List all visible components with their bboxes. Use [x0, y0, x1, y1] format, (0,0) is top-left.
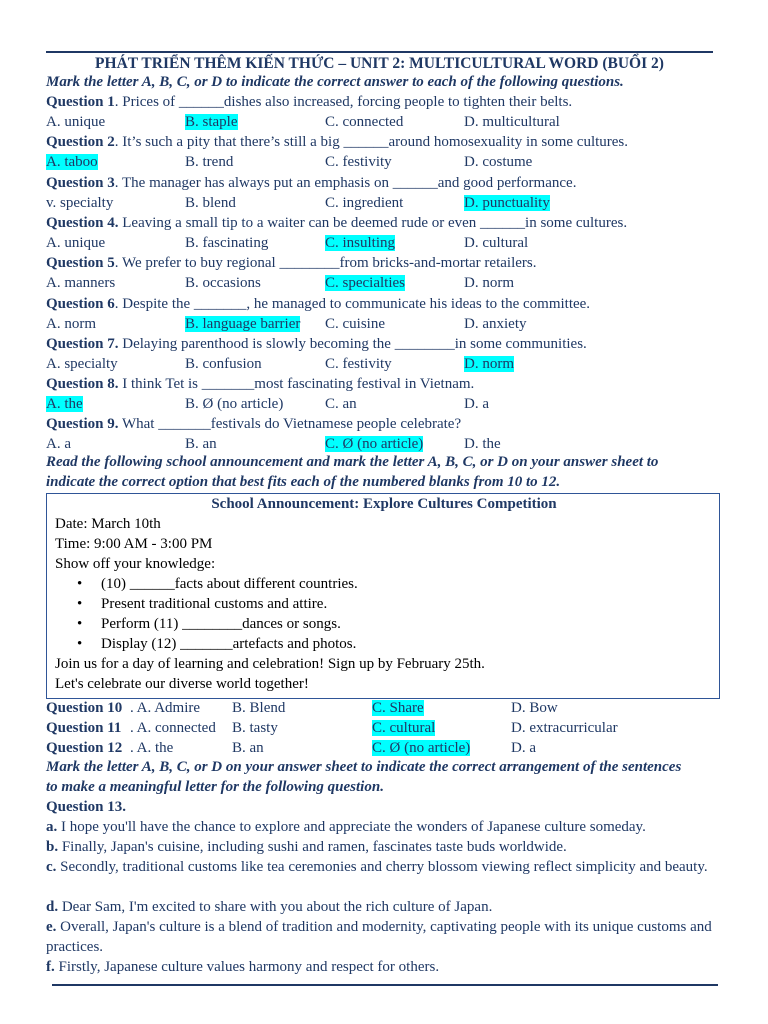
question-3-option-0[interactable] [46, 193, 113, 213]
announcement-closing: Let's celebrate our diverse world together! [55, 676, 309, 692]
option-text: . specialty [56, 355, 118, 372]
question-12-option-3[interactable] [511, 738, 536, 758]
question-4-option-2[interactable] [325, 233, 395, 253]
option-text: . a [56, 436, 72, 453]
question-2-options [46, 152, 726, 172]
question-5-options [46, 273, 726, 293]
question-12-option-2[interactable] [372, 738, 470, 758]
option-letter: C. insulting [325, 234, 396, 251]
question-label: Question 5 [46, 255, 115, 272]
question-10-option-0[interactable] [130, 698, 200, 718]
question-text: . The manager has always put an emphasis on ______and good performance. [114, 174, 577, 191]
option-text: . manners [56, 275, 116, 292]
bullet-dot-icon: • [77, 636, 83, 652]
instruction-2b: indicate the correct option that best fits each of the numbered blanks from 10 to 12. [46, 474, 561, 490]
option-text: . a [521, 740, 537, 756]
option-letter: B [185, 355, 196, 372]
instruction-3b: to make a meaningful letter for the following question. [46, 779, 384, 795]
question-text: . We prefer to buy regional ________from bricks-and-mortar retailers. [114, 255, 537, 272]
option-letter: D [464, 234, 475, 251]
option-letter: B [185, 275, 196, 292]
option-text: . an [195, 436, 217, 453]
option-text: . connected [147, 720, 216, 736]
question-13-sentence-d [46, 897, 722, 917]
announcement-date: Date: March 10th [55, 516, 161, 532]
bullet-dot-icon: • [77, 576, 83, 592]
question-text: I think Tet is _______most fascinating festival in Vietnam. [118, 376, 475, 393]
question-11-row [46, 718, 736, 738]
option-text: . ingredient [335, 194, 404, 211]
question-label: Question 3 [46, 174, 115, 191]
sentence-text: I hope you'll have the chance to explore and appreciate the wonders of Japanese culture someday. [57, 819, 646, 835]
option-text: . Bow [521, 700, 558, 716]
question-7-option-2[interactable] [325, 354, 392, 374]
bullet-dot-icon: • [77, 596, 83, 612]
option-letter: C [325, 355, 336, 372]
question-label: Question 7. [46, 335, 119, 352]
question-5-option-0[interactable] [46, 273, 115, 293]
question-text: . It’s such a pity that there’s still a big ______around homosexuality in some cultures. [114, 134, 629, 151]
question-11-option-1[interactable] [232, 718, 278, 738]
question-10-option-2[interactable] [372, 698, 424, 718]
question-2-stem [46, 132, 628, 152]
question-8-option-0[interactable] [46, 394, 83, 414]
option-letter: . A [130, 720, 148, 736]
question-label: Question 10 [46, 700, 123, 716]
sentence-text: Finally, Japan's cuisine, including sushi and ramen, fascinates taste buds worldwide. [58, 839, 567, 855]
question-6-options [46, 314, 726, 334]
option-text: . unique [56, 234, 106, 251]
option-letter: B [232, 740, 243, 756]
option-letter: C [325, 396, 336, 413]
option-letter: C [325, 154, 336, 171]
announcement-bullet: • (10) ______facts about different countries. [77, 576, 358, 592]
announcement-join: Join us for a day of learning and celebration! Sign up by February 25th. [55, 656, 485, 672]
question-1-option-1[interactable] [185, 112, 238, 132]
option-letter: D [511, 700, 522, 716]
question-text: . Prices of ______dishes also increased, forcing people to tighten their belts. [114, 94, 573, 110]
option-text: . connected [335, 114, 404, 130]
option-text: . festivity [335, 154, 392, 171]
question-11-option-0[interactable] [130, 718, 216, 738]
option-letter: A. taboo [46, 154, 98, 171]
option-letter: B [185, 436, 196, 453]
question-13-sentence-f [46, 957, 722, 977]
option-letter: B [232, 720, 243, 736]
option-letter: B [232, 700, 243, 716]
question-label: Question 1 [46, 94, 115, 110]
sentence-text: Overall, Japan's culture is a blend of tradition and modernity, captivating people with its unique customs and practices. [46, 919, 712, 955]
option-letter: A [46, 355, 57, 372]
question-8-stem [46, 374, 474, 394]
option-text: . fascinating [195, 234, 269, 251]
question-text: What _______festivals do Vietnamese people celebrate? [118, 416, 462, 433]
question-9-stem [46, 414, 461, 434]
sentence-text: Secondly, traditional customs like tea ceremonies and cherry blossom viewing reflect simplicity and beauty. [56, 859, 708, 875]
option-text: . the [147, 740, 174, 756]
option-text: . an [335, 396, 357, 413]
option-letter: B. staple [185, 114, 238, 130]
announcement-time: Time: 9:00 AM - 3:00 PM [55, 536, 213, 552]
announcement-bullet: • Perform (11) ________dances or songs. [77, 616, 341, 632]
question-2-option-0[interactable] [46, 152, 98, 172]
option-text: . blend [195, 194, 236, 211]
question-3-option-2[interactable] [325, 193, 403, 213]
worksheet-title: PHÁT TRIỂN THÊM KIẾN THỨC – UNIT 2: MULTICULTURAL WORD (BUỔI 2) [95, 55, 664, 72]
question-13-sentence-c [46, 857, 722, 877]
question-4-stem [46, 213, 627, 233]
option-text: . tasty [242, 720, 278, 736]
option-letter: C. cultural [372, 720, 436, 736]
option-text: . Ø (no article) [195, 396, 284, 413]
option-letter: D [464, 114, 475, 130]
option-letter: C. Ø (no article) [372, 740, 471, 756]
question-11-option-3[interactable] [511, 718, 618, 738]
top-rule [46, 51, 713, 53]
option-letter: D [511, 720, 522, 736]
question-7-option-1[interactable] [185, 354, 262, 374]
sentence-key: e. [46, 919, 57, 935]
option-text: . norm [474, 275, 515, 292]
option-letter: A [46, 114, 57, 130]
option-text: . an [242, 740, 264, 756]
question-1-stem [46, 92, 572, 112]
sentence-key: a. [46, 819, 58, 835]
sentence-key: d. [46, 899, 59, 915]
option-letter: A. the [46, 396, 83, 413]
question-1-option-0[interactable] [46, 112, 105, 132]
option-letter: C [325, 114, 336, 130]
option-letter: A [46, 436, 57, 453]
sentence-key: c. [46, 859, 57, 875]
question-13-label: Question 13. [46, 799, 127, 815]
bullet-dot-icon: • [77, 616, 83, 632]
question-4-option-3[interactable] [464, 233, 528, 253]
question-1-option-2[interactable] [325, 112, 403, 132]
option-letter: . A [130, 740, 148, 756]
question-5-option-2[interactable] [325, 273, 405, 293]
question-label: Question 9. [46, 416, 119, 433]
question-5-stem [46, 253, 536, 273]
question-6-option-1[interactable] [185, 314, 300, 334]
question-7-options [46, 354, 726, 374]
sentence-text: Firstly, Japanese culture values harmony and respect for others. [54, 959, 440, 975]
question-11-option-2[interactable] [372, 718, 435, 738]
option-letter: C [325, 194, 336, 211]
question-7-stem [46, 334, 587, 354]
option-text: . extracurricular [521, 720, 618, 736]
option-letter: D [511, 740, 522, 756]
question-label: Question 11 [46, 720, 122, 736]
announcement-title: School Announcement: Explore Cultures Competition [211, 496, 557, 512]
question-label: Question 8. [46, 376, 119, 393]
question-2-option-3[interactable] [464, 152, 532, 172]
option-text: . confusion [195, 355, 262, 372]
question-13-sentence-a [46, 817, 722, 837]
option-letter: B [185, 396, 196, 413]
question-4-options [46, 233, 726, 253]
question-6-option-0[interactable] [46, 314, 96, 334]
question-3-options [46, 193, 726, 213]
question-text: Leaving a small tip to a waiter can be deemed rude or even ______in some cultures. [118, 214, 628, 231]
question-label: Question 4. [46, 214, 119, 231]
option-letter: . A [130, 700, 148, 716]
question-1-option-3[interactable] [464, 112, 560, 132]
option-letter: D [464, 436, 475, 453]
question-8-options [46, 394, 726, 414]
question-7-option-0[interactable] [46, 354, 118, 374]
question-label: Question 12 [46, 740, 123, 756]
option-letter: D [464, 396, 475, 413]
option-text: . multicultural [474, 114, 560, 130]
question-12-row [46, 738, 736, 758]
option-text: . anxiety [474, 315, 527, 332]
option-text: . occasions [195, 275, 261, 292]
sentence-text: Dear Sam, I'm excited to share with you about the rich culture of Japan. [58, 899, 493, 915]
question-8-option-2[interactable] [325, 394, 357, 414]
option-text: . the [474, 436, 501, 453]
question-label: Question 2 [46, 134, 115, 151]
sentence-key: b. [46, 839, 59, 855]
instruction-2a: Read the following school announcement and mark the letter A, B, C, or D on your answer sheet to [46, 454, 659, 470]
option-letter: D [464, 275, 475, 292]
option-letter: D. norm [464, 355, 514, 372]
question-3-option-3[interactable] [464, 193, 550, 213]
option-text: . norm [56, 315, 97, 332]
question-3-stem [46, 173, 576, 193]
question-10-option-3[interactable] [511, 698, 558, 718]
option-letter: B [185, 234, 196, 251]
question-13-sentence-e [46, 917, 722, 957]
question-4-option-0[interactable] [46, 233, 105, 253]
option-letter: C [325, 315, 336, 332]
question-6-stem [46, 294, 590, 314]
question-label: Question 6 [46, 295, 115, 312]
sentence-key: f. [46, 959, 55, 975]
option-text: . a [474, 396, 490, 413]
question-3-option-1[interactable] [185, 193, 236, 213]
announcement-box [46, 493, 720, 699]
question-5-option-1[interactable] [185, 273, 261, 293]
option-text: . Blend [242, 700, 286, 716]
option-letter: C. Share [372, 700, 424, 716]
instruction-1: Mark the letter A, B, C, or D to indicate the correct answer to each of the following questions. [46, 74, 624, 90]
instruction-3a: Mark the letter A, B, C, or D on your answer sheet to indicate the correct arrangement of the sentences [46, 759, 682, 775]
question-13-sentence-b [46, 837, 722, 857]
question-8-option-3[interactable] [464, 394, 489, 414]
question-6-option-3[interactable] [464, 314, 527, 334]
question-10-row [46, 698, 736, 718]
option-letter: A [46, 275, 57, 292]
option-letter: A [46, 315, 57, 332]
question-6-option-2[interactable] [325, 314, 385, 334]
question-7-option-3[interactable] [464, 354, 514, 374]
question-text: . Despite the _______, he managed to communicate his ideas to the committee. [114, 295, 591, 312]
option-letter: B [185, 154, 196, 171]
option-text: . cultural [474, 234, 529, 251]
option-letter: D [464, 315, 475, 332]
announcement-intro: Show off your knowledge: [55, 556, 216, 572]
bottom-rule [52, 984, 718, 986]
question-1-options [46, 112, 726, 132]
option-text: . Admire [147, 700, 201, 716]
question-8-option-1[interactable] [185, 394, 283, 414]
question-12-option-1[interactable] [232, 738, 264, 758]
option-letter: D [464, 154, 475, 171]
question-2-option-2[interactable] [325, 152, 392, 172]
question-2-option-1[interactable] [185, 152, 233, 172]
option-text: . trend [195, 154, 234, 171]
option-letter: A [46, 234, 57, 251]
question-5-option-3[interactable] [464, 273, 514, 293]
announcement-bullet: • Display (12) _______artefacts and photos. [77, 636, 357, 652]
question-text: Delaying parenthood is slowly becoming the ________in some communities. [118, 335, 587, 352]
option-text: . festivity [335, 355, 392, 372]
option-text: . cuisine [335, 315, 386, 332]
option-letter: B. language barrier [185, 315, 301, 332]
option-letter: C. Ø (no article) [325, 436, 424, 453]
announcement-bullet: • Present traditional customs and attire. [77, 596, 328, 612]
option-letter: C. specialties [325, 275, 405, 292]
option-text: . costume [474, 154, 533, 171]
question-4-option-1[interactable] [185, 233, 268, 253]
option-letter: v. specialty [46, 194, 114, 211]
option-letter: D. punctuality [464, 194, 550, 211]
option-text: . unique [56, 114, 106, 130]
question-10-option-1[interactable] [232, 698, 285, 718]
option-letter: B [185, 194, 196, 211]
question-12-option-0[interactable] [130, 738, 173, 758]
